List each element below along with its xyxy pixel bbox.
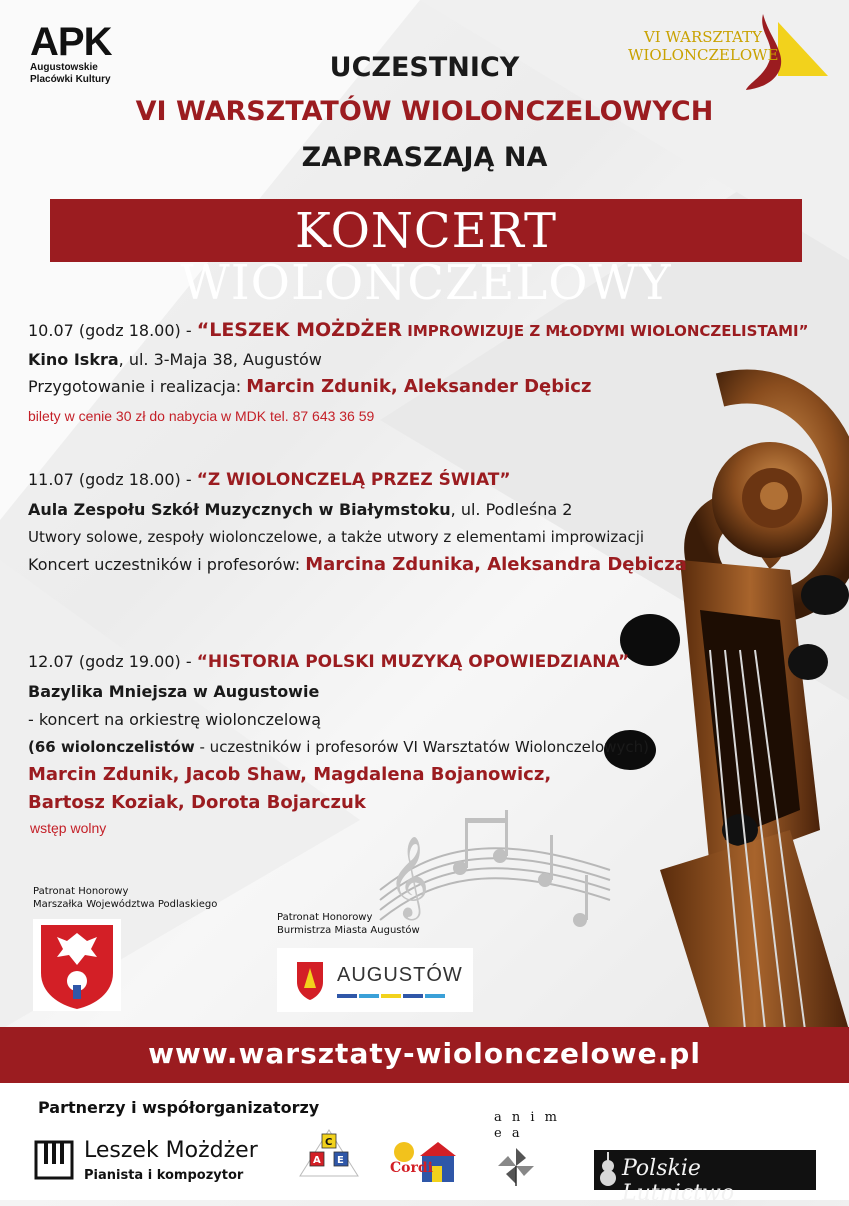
event-2-prep-label: Koncert uczestników i profesorów: <box>28 555 306 574</box>
event-1-prep-names: Marcin Zdunik, Aleksander Dębicz <box>246 376 592 397</box>
anime-logo <box>488 1106 574 1190</box>
event-2-title: “Z WIOLONCZELĄ PRZEZ ŚWIAT” <box>196 470 511 490</box>
event-1-prep-label: Przygotowanie i realizacja: <box>28 377 247 396</box>
event-2-date: 11.07 (godz 18.00) - <box>28 470 192 489</box>
header-line-invite: ZAPRASZAJĄ NA <box>301 142 548 173</box>
event-3-desc2-rest: - uczestników i profesorów VI Warsztatów Wiolonczelowych) <box>194 738 649 756</box>
cae-letter-e: E <box>337 1155 344 1166</box>
website-link[interactable]: www.warsztaty-wiolonczelowe.pl <box>148 1037 701 1070</box>
event-3-title: “HISTORIA POLSKI MUZYKĄ OPOWIEDZIANA” <box>196 652 630 672</box>
violin-icon <box>598 1152 618 1188</box>
polskie-lutnictwo-text: Polskie Lutnictwo <box>622 1156 735 1206</box>
pinwheel-icon <box>496 1146 536 1186</box>
event-3-desc1: - koncert na orkiestrę wiolonczelową <box>28 710 321 729</box>
patron-2-line1: Patronat Honorowy <box>277 912 373 923</box>
patron-1-line1: Patronat Honorowy <box>33 886 129 897</box>
event-3-desc2 <box>28 738 649 756</box>
page-title: KONCERT WIOLONCZELOWY <box>180 203 672 311</box>
event-2-heading <box>28 470 511 490</box>
corda-logo <box>382 1138 466 1188</box>
cae-logo <box>298 1128 360 1190</box>
event-2-venue <box>28 500 572 519</box>
svg-text:𝄞: 𝄞 <box>388 835 430 917</box>
event-1-venue <box>28 350 322 369</box>
event-1-venue-address: , ul. 3-Maja 38, Augustów <box>118 350 322 369</box>
event-1-heading <box>28 319 808 341</box>
apk-logo-mark: APK <box>30 20 112 64</box>
event-1-title-bold: “LESZEK MOŻDŻER <box>196 319 403 341</box>
piano-icon <box>34 1140 74 1180</box>
patron-1-label <box>33 885 217 911</box>
polskie-lutnictwo-logo <box>594 1150 816 1206</box>
event-3-date: 12.07 (godz 19.00) - <box>28 652 192 671</box>
mozdzer-subtitle: Pianista i kompozytor <box>84 1168 244 1183</box>
title-banner <box>50 199 802 311</box>
patron-1-line2: Marszałka Województwa Podlaskiego <box>33 899 218 910</box>
event-2-venue-name: Aula Zespołu Szkół Muzycznych w Białymstoku <box>28 500 451 519</box>
website-banner <box>0 1027 849 1083</box>
event-1-title-rest: IMPROWIZUJE Z MŁODYMI WIOLONCZELISTAMI” <box>402 322 809 340</box>
anime-text: a n i m e a <box>494 1110 561 1141</box>
event-3-names-line2: Bartosz Koziak, Dorota Bojarczuk <box>28 792 366 813</box>
patron-2-line2: Burmistrza Miasta Augustów <box>277 925 420 936</box>
event-2-venue-address: , ul. Podleśna 2 <box>450 500 573 519</box>
mozdzer-logo <box>34 1138 294 1188</box>
augustow-logo <box>277 948 473 1012</box>
event-3-desc2-count: (66 wiolonczelistów <box>28 738 195 756</box>
event-2-desc: Utwory solowe, zespoły wiolonczelowe, a także utwory z elementami improwizacji <box>28 528 645 546</box>
augustow-logo-text: AUGUSTÓW <box>337 964 463 986</box>
cae-letter-c: C <box>325 1137 333 1148</box>
header-line-workshops: VI WARSZTATÓW WIOLONCZELOWYCH <box>135 96 714 127</box>
corda-text: Cordi <box>390 1160 433 1176</box>
cae-letter-a: A <box>313 1155 321 1166</box>
event-3-heading <box>28 652 629 672</box>
partners-heading: Partnerzy i współorganizatorzy <box>38 1098 320 1117</box>
event-1-venue-name: Kino Iskra <box>28 350 119 369</box>
podlaskie-crest <box>33 919 121 1011</box>
patron-2-label <box>277 911 420 937</box>
workshop-logo-line2: WIOLONCZELOWE <box>628 46 779 64</box>
event-1-prep <box>28 376 591 397</box>
event-2-prep-names: Marcina Zdunika, Aleksandra Dębicza <box>305 554 687 575</box>
event-2-prep <box>28 554 687 575</box>
apk-logo-line2: Placówki Kultury <box>30 74 111 85</box>
event-3-venue: Bazylika Mniejsza w Augustowie <box>28 682 320 701</box>
event-3-entry: wstęp wolny <box>30 820 107 836</box>
event-3-names-line1: Marcin Zdunik, Jacob Shaw, Magdalena Bojanowicz, <box>28 764 552 785</box>
workshop-logo-line1: VI WARSZTATY <box>643 28 763 46</box>
header-line-participants: UCZESTNICY <box>329 52 520 83</box>
event-1-date: 10.07 (godz 18.00) - <box>28 321 192 340</box>
apk-logo-line1: Augustowskie <box>30 62 98 73</box>
event-1-tickets: bilety w cenie 30 zł do nabycia w MDK tel. 87 643 36 59 <box>28 408 375 424</box>
mozdzer-name: Leszek Możdżer <box>84 1138 258 1163</box>
